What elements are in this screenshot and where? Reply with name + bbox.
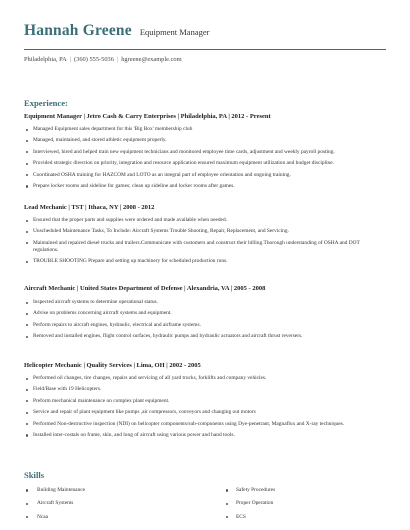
skill-item: Ncaa: [24, 514, 224, 521]
job-heading: Aircraft Mechanic | United States Department of Defense | Alexandria, VA | 2005 - 2008: [24, 285, 266, 292]
list-item: Managed Equipment sales department for this 'Big Box' membership club: [24, 126, 386, 133]
list-item: TROUBLE SHOOTING Prepare and setting up machinery for scheduled production runs.: [24, 258, 386, 265]
header-divider: [24, 49, 386, 50]
contact-separator: |: [116, 56, 119, 63]
contact-email: hgreene@example.com: [121, 56, 182, 63]
contact-phone: (360) 555-5036: [74, 56, 114, 63]
resume-header: [24, 22, 386, 63]
contact-separator: |: [69, 56, 72, 63]
list-item: Inspected aircraft systems to determine operational status.: [24, 299, 386, 306]
list-item: Interviewed, hired and helped train new equipment technicians and monitored employee time cards, adjustment and weekly payroll posting.: [24, 149, 386, 156]
job-bullets: [24, 375, 386, 443]
skill-item: ECS: [224, 514, 386, 521]
list-item: Unscheduled Maintenance Tasks, To Include: Aircraft Systems Trouble Shooting, Repair, Replacement, and Servicing.: [24, 228, 386, 235]
list-item: Provided strategic direction on priority, integration and resource application ensured maximum equipment utilization and budget discipline.: [24, 160, 386, 167]
job-bullets: [24, 299, 386, 345]
contact-location: Philadelphia, PA: [24, 56, 67, 63]
list-item: Performed Non-destructive inspection (NDI) on helicopter components/sub-components using Dye-penetrant, Magnaflux and X-ray techniques.: [24, 421, 386, 428]
list-item: Field/Base with 19 Helicopters.: [24, 386, 386, 393]
skills-grid: [24, 487, 386, 521]
contact-line: [24, 56, 182, 63]
job-bullets: [24, 126, 386, 194]
list-item: Perform repairs to aircraft engines, hydraulic, electrical and airframe systems.: [24, 322, 386, 329]
skill-item: Safety Procedures: [224, 487, 386, 494]
name-row: [24, 22, 386, 40]
list-item: Ensured that the proper parts and supplies were ordered and made available when needed.: [24, 217, 386, 224]
list-item: Removed and installed engines, flight control surfaces, hydraulic pumps and hydraulic actuators and aircraft thrust reversers.: [24, 333, 386, 340]
list-item: Service and repair of plant equipment like pumps ,air compressors, conveyors and changing out motors: [24, 409, 386, 416]
skills-heading: Skills: [24, 470, 45, 480]
list-item: Coordinated OSHA training for HAZCOM and LOTO as an integral part of employee orientation and ongoing training.: [24, 172, 386, 179]
candidate-name: Hannah Greene: [24, 22, 132, 39]
job-heading: Equipment Manager | Jetro Cash & Carry Enterprises | Philadelphia, PA | 2012 - Present: [24, 113, 271, 120]
job-heading: Helicopter Mechanic | Quality Services | Lima, OH | 2002 - 2005: [24, 362, 201, 369]
skill-item: Building Maintenance: [24, 487, 224, 494]
job-heading: Lead Mechanic | TST | Ithaca, NY | 2008 - 2012: [24, 204, 155, 211]
skill-item: Aircraft Systems: [24, 500, 224, 507]
list-item: Installed inter-costals on frame, skin, and long of aircraft using various power and hand tools.: [24, 432, 386, 439]
candidate-title: Equipment Manager: [139, 27, 210, 37]
experience-heading: Experience:: [24, 98, 68, 108]
list-item: Preform mechanical maintenance on complex plant equipment.: [24, 398, 386, 405]
skill-item: Proper Operation: [224, 500, 386, 507]
list-item: Managed, maintained, and stored athletic equipment properly.: [24, 137, 386, 144]
list-item: Advise on problems concerning aircraft systems and equipment.: [24, 310, 386, 317]
list-item: Maintained and repaired diesel trucks and trailers.Communicate with customers and construct their billing.Thorough understanding of OSHA and DOT regulations.: [24, 240, 386, 254]
list-item: Prepare locker rooms and sideline for games; clean up sideline and locker rooms after games.: [24, 183, 386, 190]
list-item: Performed oil changes, tire changes, repairs and servicing of all yard trucks, forklifts and company vehicles.: [24, 375, 386, 382]
job-bullets: [24, 217, 386, 270]
